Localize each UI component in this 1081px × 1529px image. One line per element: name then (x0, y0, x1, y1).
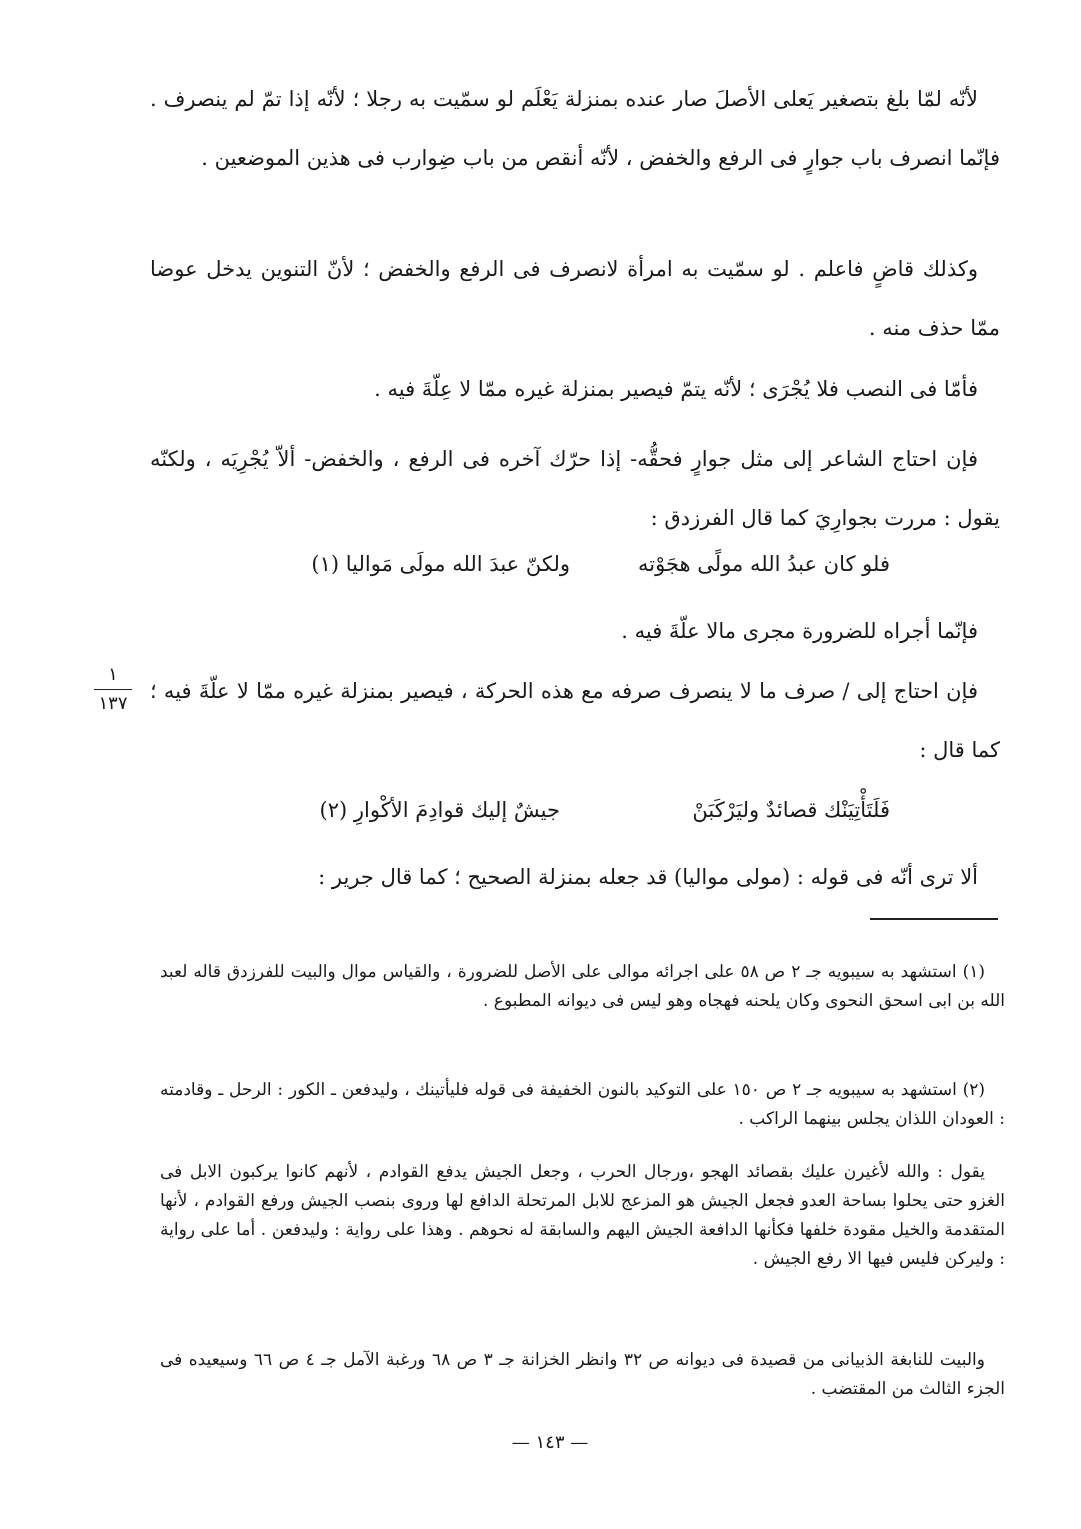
paragraph-1: لأنّه لمّا بلغ بتصغير يَعلى الأصلَ صار عنده بمنزلة يَعْلَم لو سمّيت به رجلا ؛ لأنّه إذا تمّ لم ينصرف . فإنّما انصرف باب جوارٍ فى الرفع والخفض ، لأنّه أنقص من باب ضِوارب فى هذين الموضعين . (150, 87, 1000, 170)
page-number-dash-right: — (511, 1432, 536, 1453)
paragraph-2: وكذلك قاضٍ فاعلم . لو سمّيت به امرأة لانصرف فى الرفع والخفض ؛ لأنّ التنوين يدخل عوضا ممّا حذف منه . (150, 257, 1000, 340)
paragraph-3: فأمّا فى النصب فلا يُجْرَى ؛ لأنّه يتمّ فيصير بمنزلة غيره ممّا لا عِلّةَ فيه . (374, 377, 978, 401)
paragraph-6: فإن احتاج إلى / صرف ما لا ينصرف صرفه مع هذه الحركة ، فيصير بمنزلة غيره ممّا لا علّةَ فيه ؛ كما قال : (150, 679, 1000, 762)
paragraph-4: فإن احتاج الشاعر إلى مثل جوارٍ فحقُّه- إذا حرّك آخره فى الرفع ، والخفض- ألاّ يُجْرِيَه ، ولكنّه يقول : مررت بجوارِيَ كما قال الفرزدق : (150, 447, 1000, 530)
verse-2-second-hemistich: جيشٌ إليك قوادِمَ الأكْوارِ (٢) (319, 798, 560, 822)
page-number (490, 1432, 610, 1453)
verse-1-second-hemistich: ولكنّ عبدَ الله مولَى مَواليا (١) (311, 552, 570, 576)
paragraph-7: ألا ترى أنّه فى قوله : (مولى مواليا) قد جعله بمنزلة الصحيح ؛ كما قال جرير : (318, 865, 978, 889)
verse-2 (150, 798, 1000, 838)
margin-page-reference (90, 663, 136, 716)
footnote-1: (١) استشهد به سيبويه جـ ٢ ص ٥٨ على اجرائه موالى على الأصل للضرورة ، والقياس موال والبيت للفرزدق قاله لعبد الله بن ابى اسحق النحوى وكان يلحنه فهجاه وهو ليس فى ديوانه المطبوع . (160, 962, 1005, 1011)
verse-2-first-hemistich: فَلَتَأْتِيَنْك قصائدٌ وليَرْكَبَنْ (692, 798, 890, 822)
page-number-value: ١٤٣ (535, 1432, 565, 1453)
paragraph-5: فإنّما أجراه للضرورة مجرى مالا علّةَ فيه . (621, 619, 978, 643)
margin-original-page: ١٣٧ (98, 693, 128, 714)
verse-1 (150, 552, 1000, 592)
footnote-4: والبيت للنابغة الذبيانى من قصيدة فى ديوانه ص ٣٢ وانظر الخزانة جـ ٣ ص ٦٨ ورغبة الآمل جـ ٤ ص ٦٦ وسيعيده فى الجزء الثالث من المقتضب . (160, 1350, 1005, 1399)
margin-folio-number: ١ (108, 664, 118, 685)
footnote-2: (٢) استشهد به سيبويه جـ ٢ ص ١٥٠ على التوكيد بالنون الخفيفة فى قوله فليأتينك ، وليدفعن ـ الكور : الرحل ـ وقادمته : العودان اللذان يجلس بينهما الراكب . (160, 1080, 1005, 1129)
footnote-separator (870, 918, 998, 920)
margin-divider (94, 689, 132, 690)
page-number-dash-left: — (564, 1432, 589, 1453)
verse-1-first-hemistich: فلو كان عبدُ الله مولًى هجَوْته (638, 552, 890, 576)
footnote-3: يقول : والله لأغيرن عليك بقصائد الهجو ،ورجال الحرب ، وجعل الجيش يدفع القوادم ، لأنهم كانوا يركبون الابل فى الغزو حتى يحلوا بساحة العدو فجعل الجيش هو المزعج للابل المرتحلة الدافع لها وروى بنصب الجيش ورفع القوادم ، لأنها المتقدمة والخيل مقودة خلفها فكأنها الدافعة الجيش اليهم والسابقة له نحوهم . وهذا على رواية : وليدفعن . أما على رواية : وليركن فليس فيها الا رفع الجيش . (160, 1162, 1005, 1269)
